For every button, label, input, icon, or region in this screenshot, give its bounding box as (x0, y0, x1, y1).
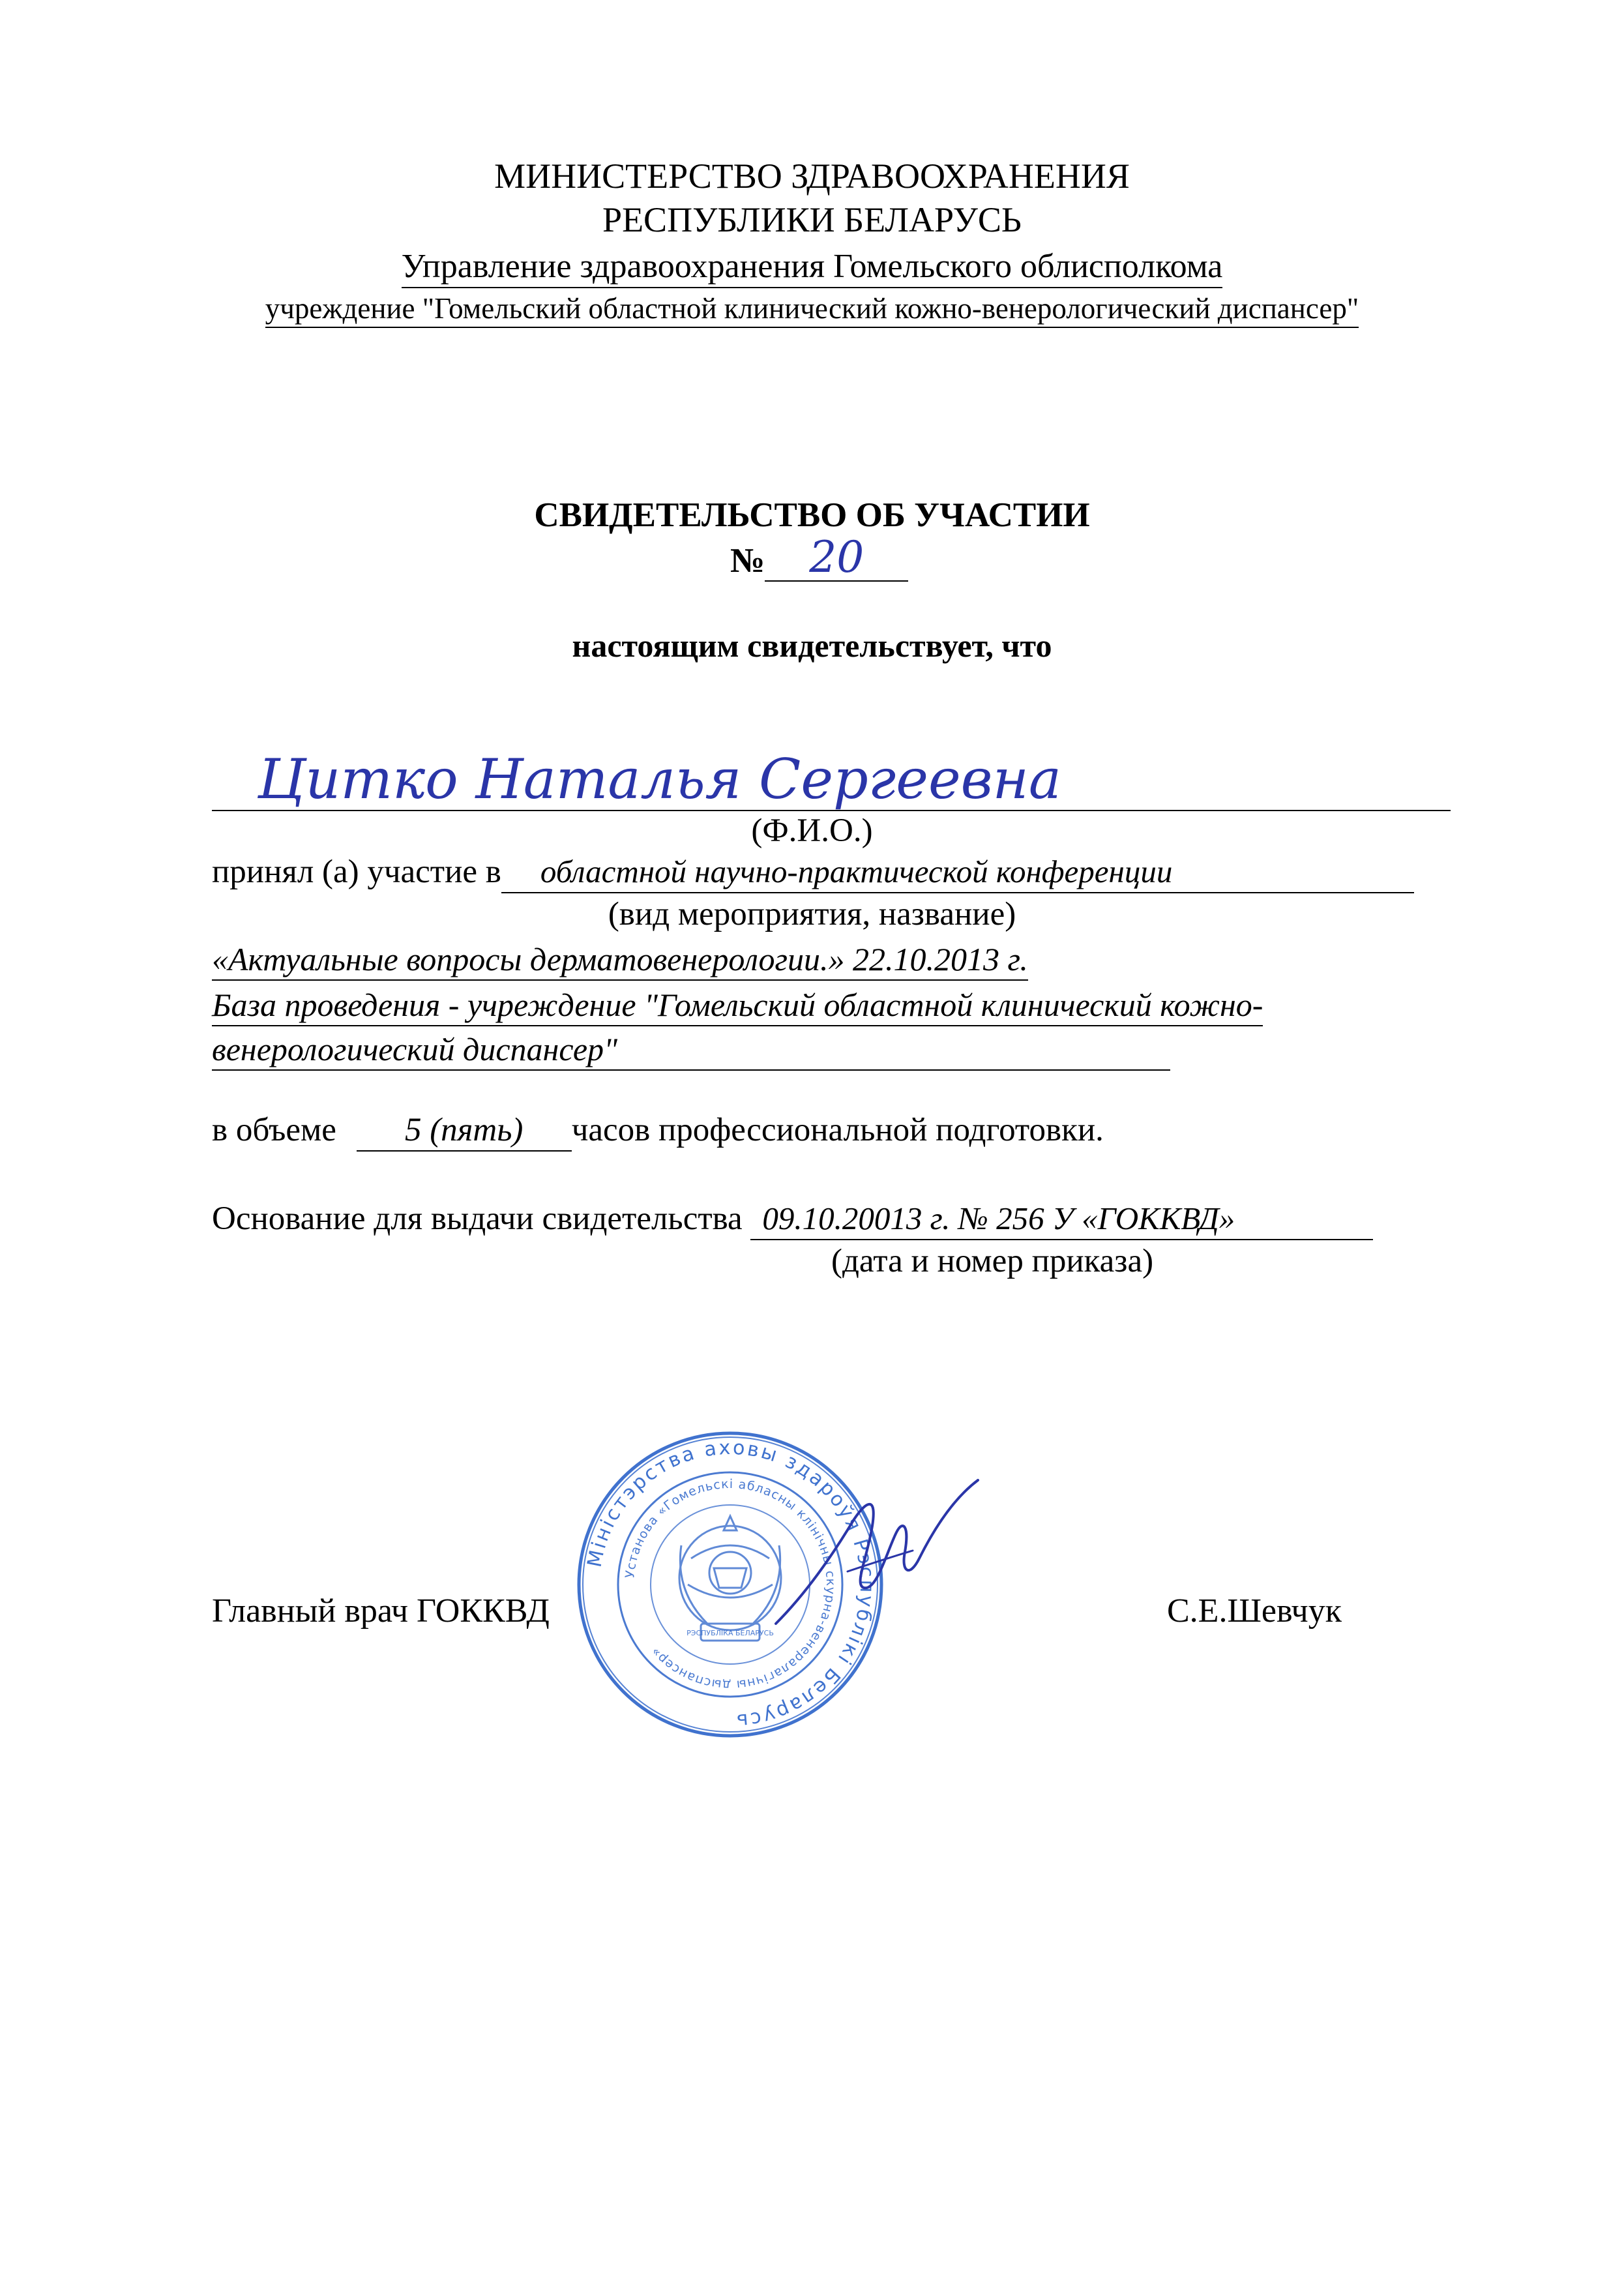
department-name: Управление здравоохранения Гомельского облисполкома (402, 246, 1223, 288)
ministry-line-1: МИНИСТЕРСТВО ЗДРАВООХРАНЕНИЯ (494, 156, 1130, 196)
basis-row (212, 1198, 1373, 1240)
volume-hours: 5 (пять) (357, 1110, 572, 1152)
event-title: «Актуальные вопросы дерматовенерологии.» 22.10.2013 г. (212, 939, 1028, 981)
seal-emblem-text: РЭСПУБЛІКА БЕЛАРУСЬ (687, 1629, 774, 1637)
certificate-title: СВИДЕТЕЛЬСТВО ОБ УЧАСТИИ (534, 496, 1090, 534)
basis-label: Основание для выдачи свидетельства (212, 1200, 743, 1237)
certificate-number-row (730, 532, 908, 584)
event-label: принял (а) участие в (212, 854, 501, 890)
institution-name: учреждение "Гомельский областной клинический кожно-венерологический диспансер" (265, 290, 1359, 328)
volume-row (212, 1110, 1104, 1152)
number-label: № (730, 542, 765, 580)
name-caption: (Ф.И.О.) (751, 812, 873, 849)
event-venue-line-1: База проведения - учреждение "Гомельский областной клинический кожно- (212, 985, 1263, 1026)
certificate-number: 20 (765, 535, 908, 582)
event-caption: (вид мероприятия, название) (608, 896, 1016, 932)
signatory-name: С.Е.Шевчук (1167, 1592, 1342, 1630)
event-venue-line-2: венерологический диспансер" (212, 1029, 1170, 1071)
participant-name: Цитко Наталья Сергеевна (258, 747, 1061, 811)
event-row (212, 852, 1414, 893)
certificate-statement: настоящим свидетельствует, что (572, 627, 1052, 664)
signatory-position: Главный врач ГОККВД (212, 1592, 550, 1630)
basis-caption: (дата и номер приказа) (831, 1243, 1154, 1279)
volume-prefix: в объеме (212, 1112, 336, 1148)
handwritten-signature (756, 1474, 991, 1643)
basis-value: 09.10.20013 г. № 256 У «ГОККВД» (750, 1198, 1373, 1240)
event-type: областной научно-практической конференции (501, 852, 1414, 893)
seal-outer-text: Міністэрства аховы здароўя Рэспублікі Беларусь (583, 1436, 879, 1733)
ministry-line-2: РЕСПУБЛИКИ БЕЛАРУСЬ (602, 200, 1022, 239)
seal-inner-text: Установа «Гомельскі абласны клінічны скурна-венералагічны дыспансер» (623, 1476, 838, 1693)
volume-suffix: часов профессиональной подготовки. (571, 1112, 1104, 1148)
